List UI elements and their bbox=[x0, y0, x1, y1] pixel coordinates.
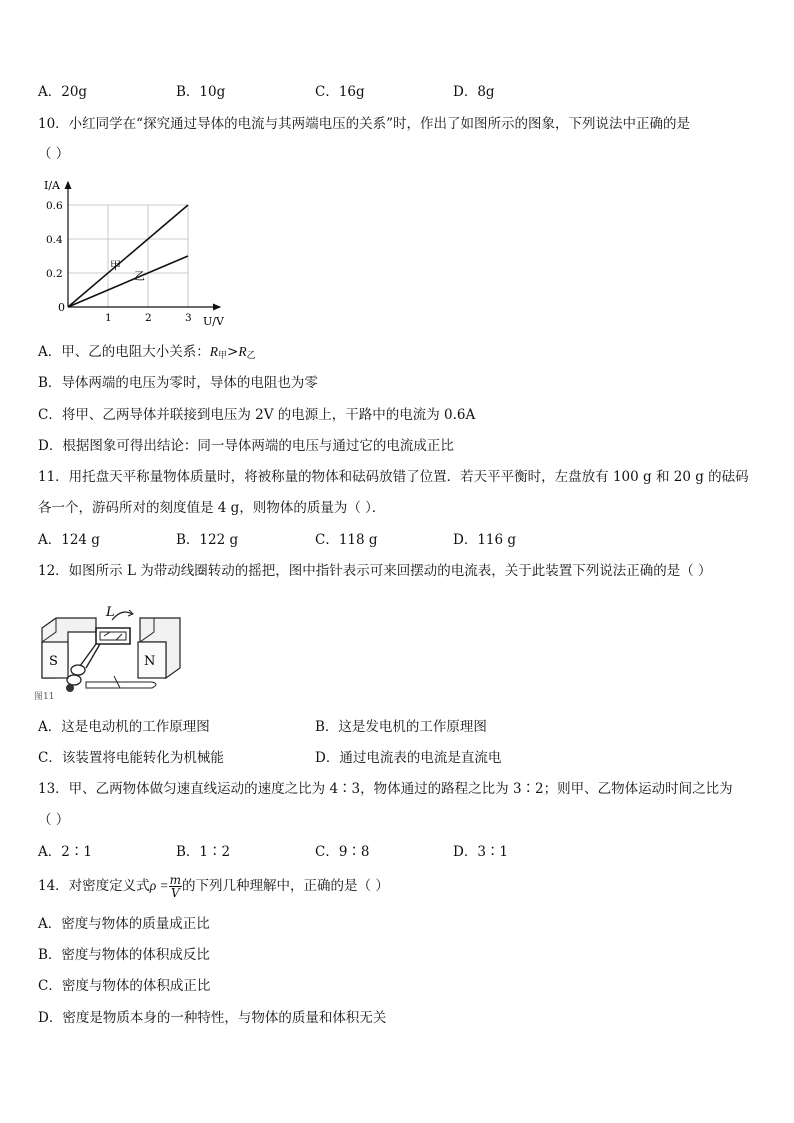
q10-option-d: D．根据图象可得出结论：同一导体两端的电压与通过它的电流成正比 bbox=[38, 438, 454, 454]
q10-option-b: B．导体两端的电压为零时，导体的电阻也为零 bbox=[38, 375, 318, 391]
r-symbol-2: R bbox=[238, 344, 247, 359]
density-fraction bbox=[169, 874, 182, 899]
y-tick-label: 0.2 bbox=[46, 268, 63, 280]
q9-option-d: D．8g bbox=[453, 84, 495, 100]
fraction-numerator: m bbox=[169, 873, 182, 887]
q13-option-d: D．3∶1 bbox=[453, 844, 509, 860]
q11-option-c: C．118 g bbox=[315, 532, 378, 548]
r-sub-2: 乙 bbox=[246, 351, 256, 361]
q14-option-b: B．密度与物体的体积成反比 bbox=[38, 947, 210, 963]
generator-figure bbox=[34, 598, 194, 703]
fraction-denominator: V bbox=[171, 886, 180, 900]
q11-stem: 11．用托盘天平称量物体质量时，将被称量的物体和砝码放错了位置．若天平平衡时，左盘放有 100 g 和 20 g 的砝码 bbox=[38, 469, 749, 485]
q14-option-d: D．密度是物质本身的一种特性，与物体的质量和体积无关 bbox=[38, 1010, 387, 1026]
r-symbol-1: R bbox=[209, 344, 218, 359]
y-axis-label: I/A bbox=[44, 179, 60, 192]
series-line-jia bbox=[68, 205, 188, 307]
q13-option-c: C．9∶8 bbox=[315, 844, 370, 860]
q10-option-a-prefix: A．甲、乙的电阻大小关系： bbox=[38, 344, 210, 360]
q14-option-c: C．密度与物体的体积成正比 bbox=[38, 978, 211, 994]
q10-option-c: C．将甲、乙两导体并联接到电压为 2V 的电源上，干路中的电流为 0.6A bbox=[38, 407, 476, 423]
q14-option-a: A．密度与物体的质量成正比 bbox=[38, 916, 210, 932]
series-line-yi bbox=[68, 256, 188, 307]
iu-graph bbox=[30, 170, 230, 335]
q14-stem-prefix: 14．对密度定义式 bbox=[38, 878, 150, 894]
q11-option-a: A．124 g bbox=[38, 532, 100, 548]
q10-stem: 10．小红同学在“探究通过导体的电流与其两端电压的关系”时，作出了如图所示的图象，下列说法中正确的是 bbox=[38, 116, 690, 132]
q10-stem-bracket: （ ） bbox=[38, 146, 70, 162]
x-tick-label: 2 bbox=[145, 312, 152, 324]
q12-option-d: D．通过电流表的电流是直流电 bbox=[315, 750, 502, 766]
north-pole-label: N bbox=[144, 654, 156, 669]
q12-option-c: C．该装置将电能转化为机械能 bbox=[38, 750, 224, 766]
x-axis-label: U/V bbox=[203, 315, 224, 328]
figure-caption: 图11 bbox=[34, 692, 55, 702]
q12-option-b: B．这是发电机的工作原理图 bbox=[315, 719, 487, 735]
q12-option-a: A．这是电动机的工作原理图 bbox=[38, 719, 210, 735]
series-label-yi: 乙 bbox=[134, 269, 145, 283]
x-tick-label: 1 bbox=[105, 312, 112, 324]
q13-option-b: B．1∶2 bbox=[176, 844, 231, 860]
q9-option-a: A．20g bbox=[38, 84, 88, 100]
south-pole-label: S bbox=[49, 654, 58, 669]
x-tick-label: 3 bbox=[185, 312, 192, 324]
q11-option-b: B．122 g bbox=[176, 532, 239, 548]
q13-option-a: A．2∶1 bbox=[38, 844, 92, 860]
q12-stem: 12．如图所示 L 为带动线圈转动的摇把，图中指针表示可来回摆动的电流表，关于此装置下列说法正确的是（ ） bbox=[38, 563, 712, 579]
greater-than: > bbox=[227, 344, 239, 360]
density-formula-lhs: ρ = bbox=[149, 878, 169, 893]
q14-stem bbox=[38, 872, 389, 900]
crank-label: L bbox=[106, 605, 115, 620]
q14-stem-suffix: 的下列几种理解中，正确的是（ ） bbox=[182, 878, 389, 894]
q11-option-d: D．116 g bbox=[453, 532, 517, 548]
q9-option-c: C．16g bbox=[315, 84, 365, 100]
origin-label: 0 bbox=[58, 301, 65, 314]
series-label-jia: 甲 bbox=[110, 259, 121, 273]
q13-stem-bracket: （ ） bbox=[38, 812, 70, 828]
y-tick-label: 0.4 bbox=[46, 234, 63, 246]
q9-option-b: B．10g bbox=[176, 84, 226, 100]
y-tick-label: 0.6 bbox=[46, 200, 63, 212]
q11-stem-cont: 各一个，游码所对的刻度值是 4 g，则物体的质量为（ ）． bbox=[38, 500, 386, 516]
q10-option-a bbox=[38, 343, 256, 365]
r-sub-1: 甲 bbox=[218, 351, 228, 361]
q13-stem: 13．甲、乙两物体做匀速直线运动的速度之比为 4∶3，物体通过的路程之比为 3∶2；则甲、乙物体运动时间之比为 bbox=[38, 781, 733, 797]
